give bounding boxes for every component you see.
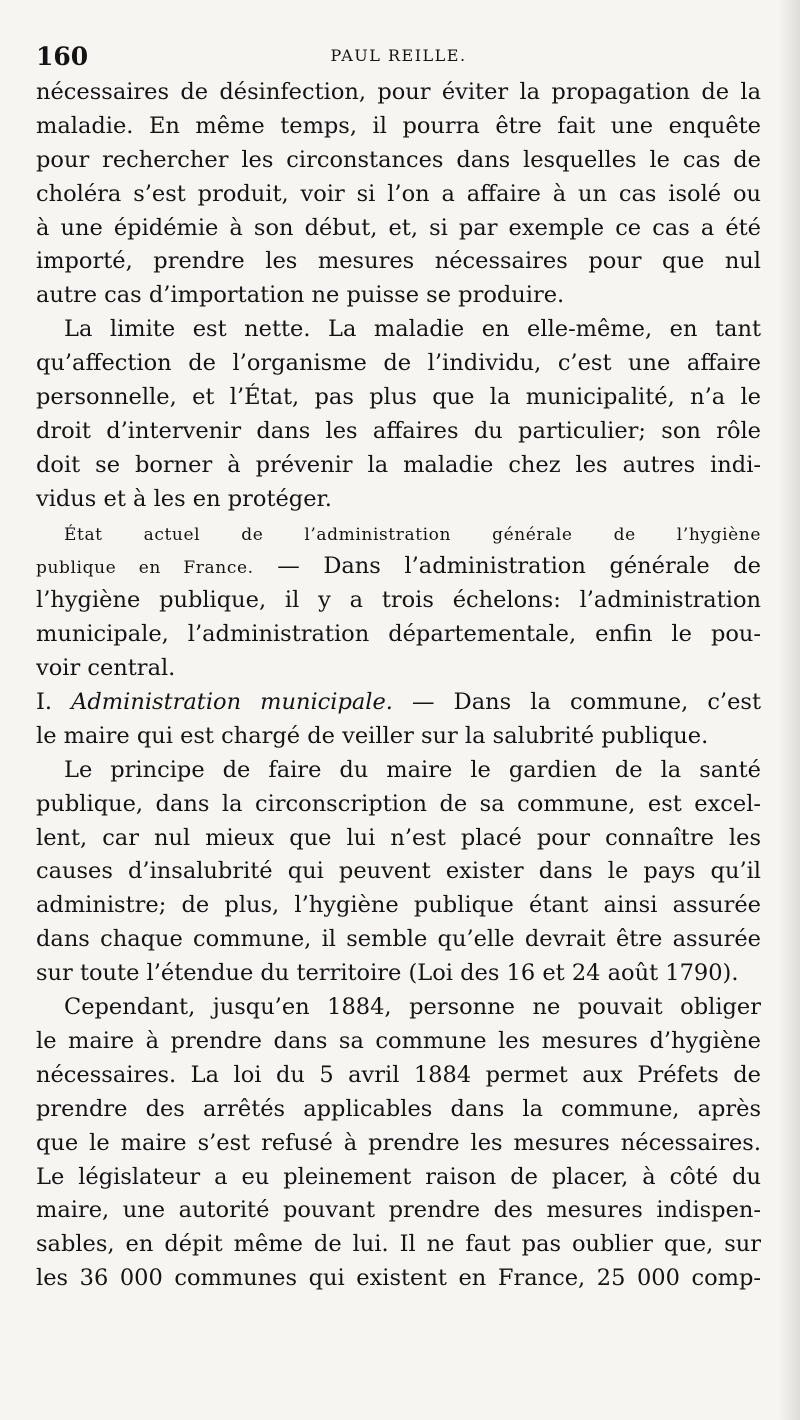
- text-line: I. Administration municipale. — Dans la commune, c’est: [36, 689, 761, 716]
- section-heading-line: [36, 517, 761, 551]
- text-line: nécessaires. La loi du 5 avril 1884 permet aux Préfets de: [36, 1061, 761, 1088]
- text-line: l’hygiène publique, il y a trois échelons: l’administration: [36, 587, 761, 614]
- text-line: causes d’insalubrité qui peuvent exister dans le pays qu’il: [36, 858, 761, 885]
- text-line: Cependant, jusqu’en 1884, personne ne pouvait obliger: [64, 994, 761, 1021]
- section-heading: État actuel de l’administration générale de l’hygiène: [64, 524, 761, 545]
- text-line: vidus et à les en protéger.: [36, 485, 332, 512]
- text-line: le maire à prendre dans sa commune les mesures d’hygiène: [36, 1027, 761, 1054]
- page-number: 160: [36, 42, 89, 71]
- text-line: importé, prendre les mesures nécessaires pour que nul: [36, 248, 761, 275]
- text-line: dans chaque commune, il semble qu’elle devrait être assurée: [36, 926, 761, 953]
- text-line: voir central.: [36, 655, 176, 682]
- text-line: prendre des arrêtés applicables dans la commune, après: [36, 1095, 761, 1122]
- text-line: à une épidémie à son début, et, si par exemple ce cas a été: [36, 214, 761, 241]
- subsection-heading: Administration municipale.: [71, 689, 393, 716]
- text-line: doit se borner à prévenir la maladie chez les autres indi-: [36, 451, 761, 478]
- text-line: choléra s’est produit, voir si l’on a affaire à un cas isolé ou: [36, 180, 761, 207]
- page-edge-shadow: [778, 0, 800, 1420]
- text-line: Le législateur a eu pleinement raison de placer, à côté du: [36, 1163, 761, 1190]
- running-head: [36, 42, 761, 78]
- text-line: publique en France. — Dans l’administration générale de: [36, 553, 761, 580]
- text-line: maladie. En même temps, il pourra être fait une enquête: [36, 112, 761, 139]
- text-line: administre; de plus, l’hygiène publique étant ainsi assurée: [36, 892, 761, 919]
- text-line: pour rechercher les circonstances dans lesquelles le cas de: [36, 146, 761, 173]
- text-line: sables, en dépit même de lui. Il ne faut pas oublier que, sur: [36, 1231, 761, 1258]
- text-line: nécessaires de désinfection, pour éviter la propagation de la: [36, 79, 761, 105]
- section-heading: publique en France.: [36, 558, 254, 579]
- text-line: le maire qui est chargé de veiller sur la salubrité publique.: [36, 722, 709, 749]
- running-title: PAUL REILLE.: [330, 46, 467, 65]
- text-line: municipale, l’administration départementale, enfin le pou-: [36, 621, 761, 648]
- text-line: que le maire s’est refusé à prendre les mesures nécessaires.: [36, 1129, 761, 1156]
- text-line: qu’affection de l’organisme de l’individu, c’est une affaire: [36, 350, 761, 377]
- text-line: Le principe de faire du maire le gardien de la santé: [64, 756, 761, 783]
- text-line: lent, car nul mieux que lui n’est placé pour connaître les: [36, 824, 761, 851]
- text-line: maire, une autorité pouvant prendre des mesures indispen-: [36, 1197, 761, 1224]
- text-line: les 36 000 communes qui existent en France, 25 000 comp-: [36, 1265, 761, 1292]
- text-line: autre cas d’importation ne puisse se produire.: [36, 282, 565, 309]
- text-line: publique, dans la circonscription de sa commune, est excel-: [36, 790, 761, 817]
- body-text: [36, 76, 761, 1296]
- text-line: sur toute l’étendue du territoire (Loi des 16 et 24 août 1790).: [36, 960, 739, 987]
- text-line: La limite est nette. La maladie en elle-même, en tant: [64, 316, 761, 343]
- text-line: personnelle, et l’État, pas plus que la municipalité, n’a le: [36, 384, 761, 411]
- text-line: droit d’intervenir dans les affaires du particulier; son rôle: [36, 417, 761, 444]
